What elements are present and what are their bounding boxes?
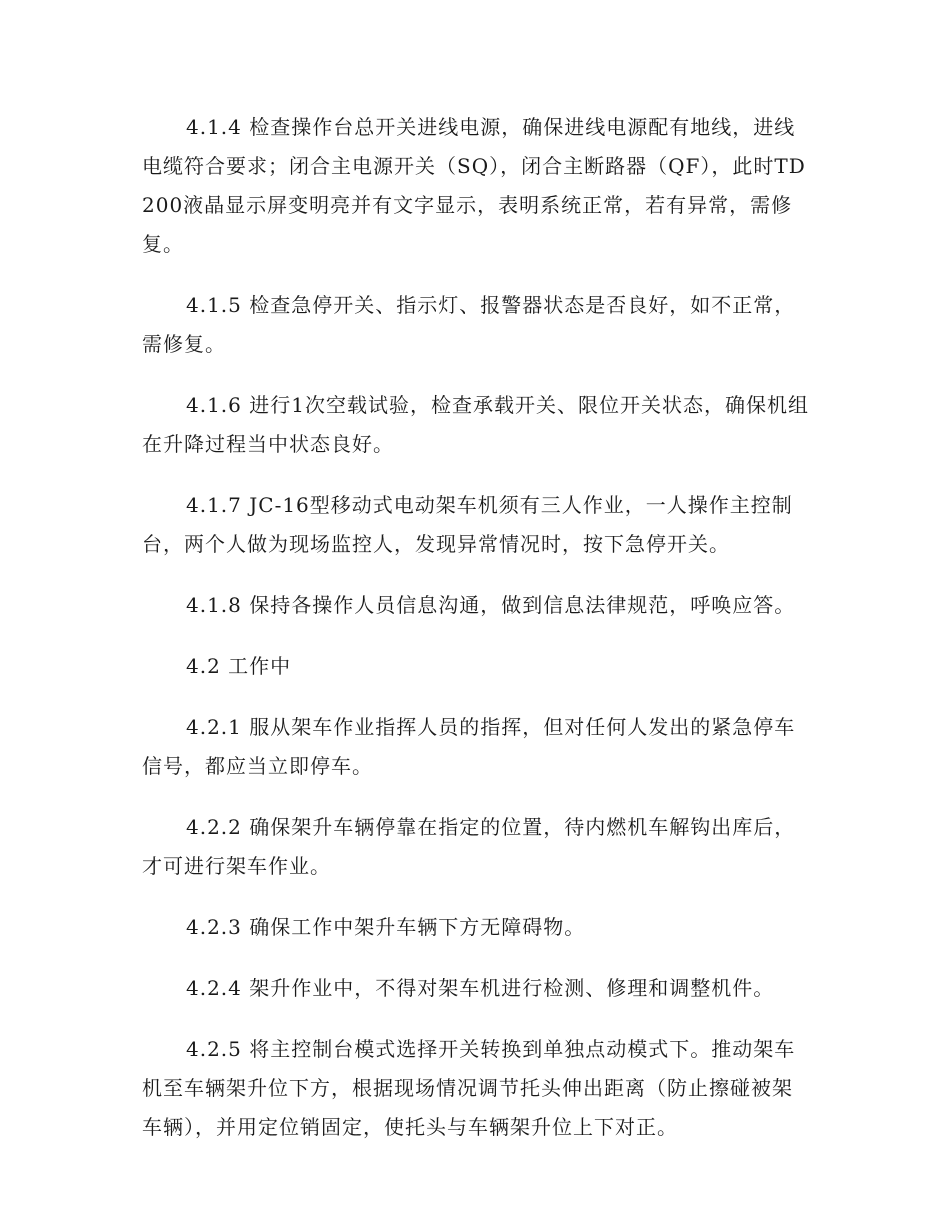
paragraph-4-1-4: 4.1.4 检查操作台总开关进线电源，确保进线电源配有地线，进线电缆符合要求；闭合主电源开关（SQ），闭合主断路器（QF），此时TD200液晶显示屏变明亮并有文字显示，表明系统正常，若有异常，需修复。 [142, 115, 806, 256]
paragraph-4-2-3: 4.2.3 确保工作中架升车辆下方无障碍物。 [186, 915, 586, 939]
section-heading-4-2: 4.2 工作中 [186, 654, 292, 678]
paragraph-4-2-1: 4.2.1 服从架车作业指挥人员的指挥，但对任何人发出的紧急停车信号，都应当立即停车。 [142, 715, 796, 778]
paragraph-4-1-6: 4.1.6 进行1次空载试验，检查承载开关、限位开关状态，确保机组在升降过程当中状态良好。 [142, 393, 809, 456]
paragraph-4-1-5: 4.1.5 检查急停开关、指示灯、报警器状态是否良好，如不正常，需修复。 [142, 293, 796, 356]
document-body [142, 108, 810, 1169]
paragraph-4-1-7: 4.1.7 JC-16型移动式电动架车机须有三人作业，一人操作主控制台，两个人做为现场监控人，发现异常情况时，按下急停开关。 [142, 493, 793, 556]
paragraph-4-2-2: 4.2.2 确保架升车辆停靠在指定的位置，待内燃机车解钩出库后，才可进行架车作业。 [142, 815, 796, 878]
paragraph-4-2-4: 4.2.4 架升作业中，不得对架车机进行检测、修理和调整机件。 [186, 976, 775, 1000]
paragraph-4-2-5: 4.2.5 将主控制台模式选择开关转换到单独点动模式下。推动架车机至车辆架升位下方，根据现场情况调节托头伸出距离（防止擦碰被架车辆），并用定位销固定，使托头与车辆架升位上下对正。 [142, 1037, 796, 1139]
paragraph-4-1-8: 4.1.8 保持各操作人员信息沟通，做到信息法律规范，呼唤应答。 [186, 593, 796, 617]
